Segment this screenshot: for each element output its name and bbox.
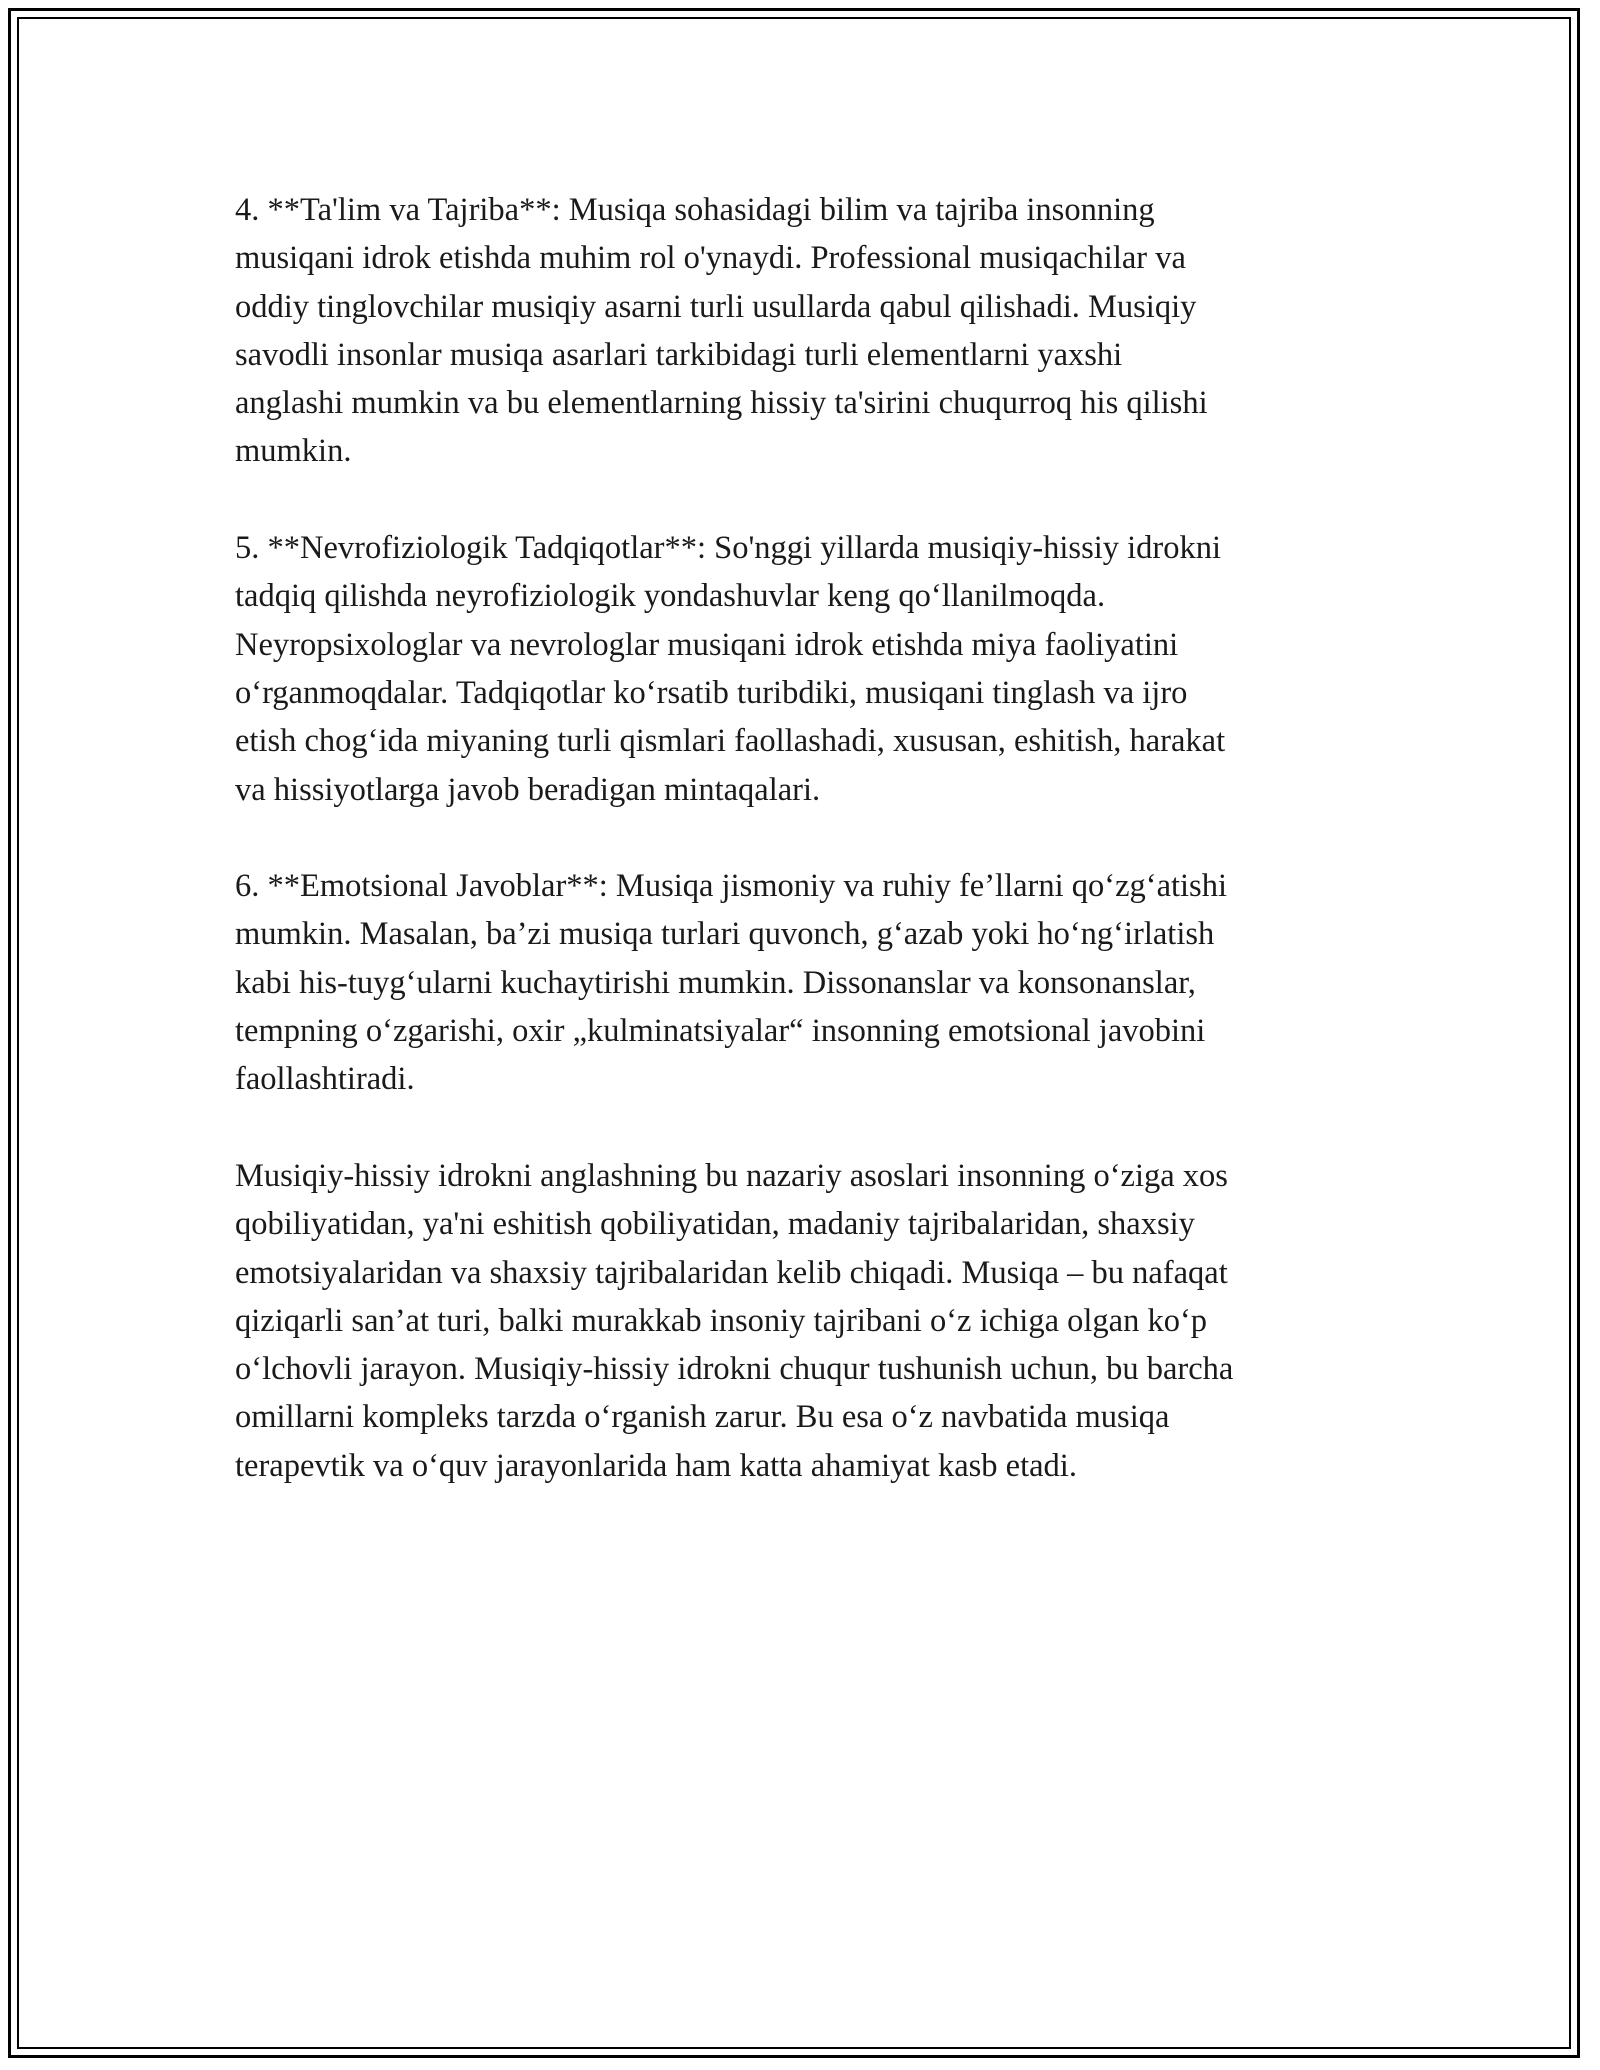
text-line: oddiy tinglovchilar musiqiy asarni turli usullarda qabul qilishadi. Musiqiy bbox=[235, 288, 1197, 325]
text-line: omillarni kompleks tarzda o‘rganish zarur. Bu esa o‘z navbatida musiqa bbox=[235, 1399, 1170, 1436]
text-line: tempning o‘zgarishi, oxir „kulminatsiyalar“ insonning emotsional javobini bbox=[235, 1013, 1206, 1050]
paragraph-nevrofiziologik-tadqiqotlar bbox=[235, 524, 1385, 814]
text-line: terapevtik va o‘quv jarayonlarida ham katta ahamiyat kasb etadi. bbox=[235, 1447, 1077, 1484]
text-line: Musiqiy-hissiy idrokni anglashning bu nazariy asoslari insonning o‘ziga xos bbox=[235, 1157, 1228, 1194]
text-line: qiziqarli san’at turi, balki murakkab insoniy tajribani o‘z ichiga olgan ko‘p bbox=[235, 1302, 1208, 1339]
text-line: etish chog‘ida miyaning turli qismlari faollashadi, xususan, eshitish, harakat bbox=[235, 723, 1226, 760]
text-line: tadqiq qilishda neyrofiziologik yondashuvlar keng qo‘llanilmoqda. bbox=[235, 578, 1106, 615]
text-line: o‘rganmoqdalar. Tadqiqotlar ko‘rsatib turibdiki, musiqani tinglash va ijro bbox=[235, 674, 1188, 711]
text-line: faollashtiradi. bbox=[235, 1061, 415, 1098]
text-line: o‘lchovli jarayon. Musiqiy-hissiy idrokni chuqur tushunish uchun, bu barcha bbox=[235, 1351, 1234, 1388]
text-line: mumkin. bbox=[235, 433, 352, 470]
text-line: 4. **Ta'lim va Tajriba**: Musiqa sohasidagi bilim va tajriba insonning bbox=[235, 192, 1155, 228]
text-line: 5. **Nevrofiziologik Tadqiqotlar**: So'nggi yillarda musiqiy-hissiy idrokni bbox=[235, 530, 1222, 567]
text-line: emotsiyalaridan va shaxsiy tajribalaridan kelib chiqadi. Musiqa – bu nafaqat bbox=[235, 1254, 1228, 1291]
text-line: kabi his-tuyg‘ularni kuchaytirishi mumkin. Dissonanslar va konsonanslar, bbox=[235, 964, 1196, 1001]
paragraph-conclusion bbox=[235, 1152, 1385, 1490]
text-line: musiqani idrok etishda muhim rol o'ynaydi. Professional musiqachilar va bbox=[235, 240, 1186, 277]
paragraph-emotsional-javoblar bbox=[235, 862, 1385, 1103]
document-body bbox=[235, 186, 1385, 1538]
text-line: anglashi mumkin va bu elementlarning hissiy ta'sirini chuqurroq his qilishi bbox=[235, 385, 1208, 422]
text-line: qobiliyatidan, ya'ni eshitish qobiliyatidan, madaniy tajribalaridan, shaxsiy bbox=[235, 1206, 1195, 1243]
paragraph-talim-va-tajriba bbox=[235, 186, 1385, 476]
text-line: mumkin. Masalan, ba’zi musiqa turlari quvonch, g‘azab yoki ho‘ng‘irlatish bbox=[235, 916, 1215, 953]
text-line: 6. **Emotsional Javoblar**: Musiqa jismoniy va ruhiy fe’llarni qo‘zg‘atishi bbox=[235, 868, 1227, 905]
text-line: va hissiyotlarga javob beradigan mintaqalari. bbox=[235, 771, 821, 808]
text-line: savodli insonlar musiqa asarlari tarkibidagi turli elementlarni yaxshi bbox=[235, 336, 1123, 373]
text-line: Neyropsixologlar va nevrologlar musiqani idrok etishda miya faoliyatini bbox=[235, 626, 1179, 663]
